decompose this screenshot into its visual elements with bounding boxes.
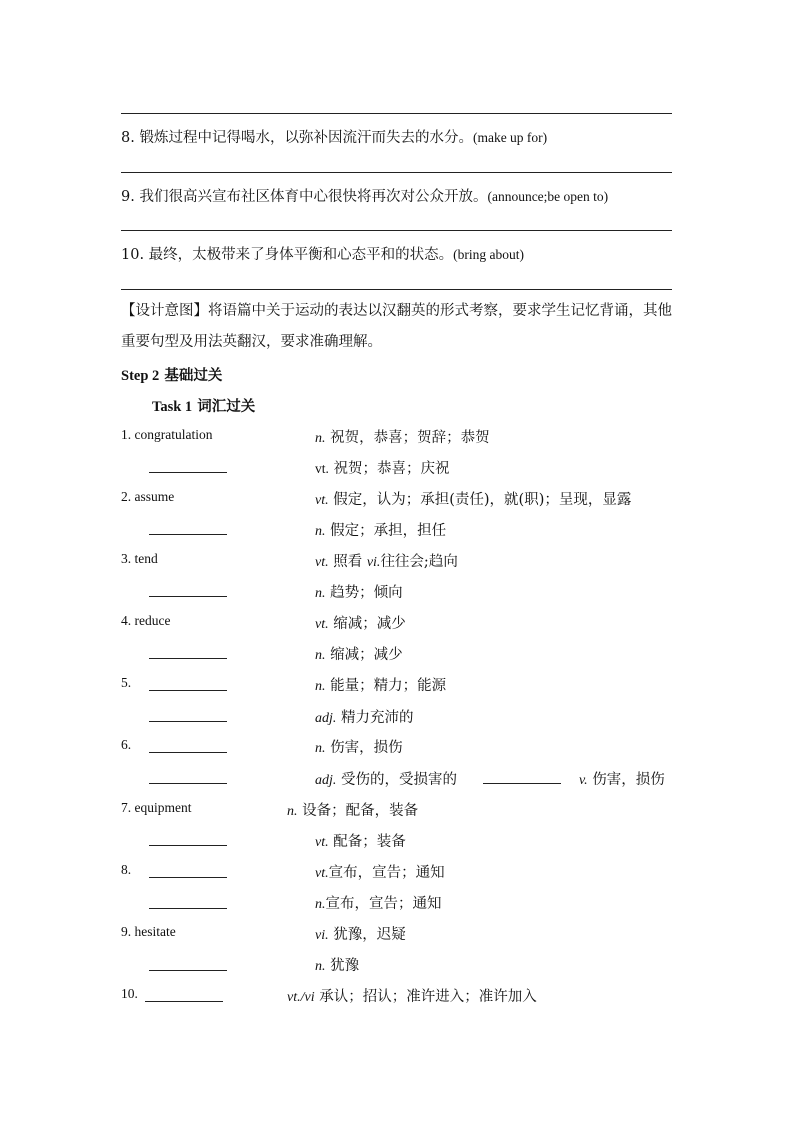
step-label: Step 2: [121, 368, 160, 384]
answer-blank[interactable]: [149, 582, 227, 601]
vocab-word: 2. assume: [121, 489, 175, 504]
translation-item-10: [121, 243, 524, 264]
answer-blank[interactable]: [149, 458, 227, 477]
vocab-definition: n. 假定；承担，担任: [315, 523, 447, 539]
vocab-definition: vt./vi 承认；招认；准许进入；准许加入: [287, 989, 537, 1005]
vocab-definition: n.宣布，宣告；通知: [315, 896, 442, 912]
vocab-word: 9. hesitate: [121, 924, 176, 939]
vocab-number: 6.: [121, 737, 132, 752]
vocab-definition: adj. 受伤的，受损害的: [315, 772, 457, 788]
hint-phrase: (bring about): [453, 247, 525, 262]
vocab-definition: n. 趋势；倾向: [315, 585, 403, 601]
answer-blank[interactable]: [149, 831, 227, 850]
answer-blank[interactable]: [149, 520, 227, 539]
design-intent-paragraph: 【设计意图】将语篇中关于运动的表达以汉翻英的形式考察，要求学生记忆背诵，其他重要句型及用法英翻汉，要求准确理解。: [121, 303, 672, 350]
vocab-word: 1. congratulation: [121, 427, 213, 442]
answer-blank[interactable]: [149, 738, 227, 757]
vocab-word: 4. reduce: [121, 613, 171, 628]
vocab-definition: n. 犹豫: [315, 958, 360, 974]
vocab-word: 3. tend: [121, 551, 158, 566]
answer-blank[interactable]: [149, 644, 227, 663]
translation-item-8: [121, 126, 547, 147]
chinese-sentence: 最终，太极带来了身体平衡和心态平和的状态。: [148, 247, 454, 263]
chinese-sentence: 我们很高兴宣布社区体育中心很快将再次对公众开放。: [139, 189, 488, 205]
vocab-definition: vt. 假定，认为；承担(责任)，就(职)；呈现，显露: [315, 492, 632, 508]
answer-blank[interactable]: [149, 863, 227, 882]
vocab-definition: adj. 精力充沛的: [315, 710, 414, 726]
item-number: 8.: [121, 130, 135, 146]
step-title: 基础过关: [164, 367, 223, 384]
vocab-definition: vt. 祝贺；恭喜；庆祝: [315, 461, 450, 477]
vocab-word: 7. equipment: [121, 800, 192, 815]
item-number: 10.: [121, 247, 145, 263]
vocab-definition: n. 祝贺，恭喜；贺辞；恭贺: [315, 430, 490, 446]
answer-line-10[interactable]: [121, 289, 672, 290]
vocab-definition: vt.宣布，宣告；通知: [315, 865, 445, 881]
vocab-definition: v. 伤害，损伤: [579, 772, 665, 788]
task-title: 词汇过关: [197, 398, 256, 415]
answer-blank[interactable]: [149, 676, 227, 695]
hint-phrase: (announce;be open to): [487, 189, 609, 204]
vocab-definition: vt. 照看 vi.往往会;趋向: [315, 554, 458, 570]
vocab-definition: n. 设备；配备，装备: [287, 803, 419, 819]
answer-blank[interactable]: [149, 707, 227, 726]
vocab-definition: vt. 缩减；减少: [315, 616, 406, 632]
answer-blank[interactable]: [149, 894, 227, 913]
answer-line-8[interactable]: [121, 172, 672, 173]
task-label: Task 1: [152, 399, 193, 415]
item-number: 9.: [121, 189, 135, 205]
vocab-definition: n. 缩减；减少: [315, 647, 403, 663]
vocab-number: 10.: [121, 986, 138, 1001]
step-heading: [121, 364, 222, 385]
answer-blank[interactable]: [149, 956, 227, 975]
translation-item-9: [121, 185, 608, 206]
answer-line-9[interactable]: [121, 230, 672, 231]
answer-line-7[interactable]: [121, 113, 672, 114]
vocab-definition: n. 能量；精力；能源: [315, 678, 447, 694]
vocab-number: 5.: [121, 675, 132, 690]
vocab-number: 8.: [121, 862, 132, 877]
answer-blank[interactable]: [149, 769, 227, 788]
hint-phrase: (make up for): [472, 130, 548, 145]
chinese-sentence: 锻炼过程中记得喝水，以弥补因流汗而失去的水分。: [139, 130, 473, 146]
vocab-definition: n. 伤害，损伤: [315, 740, 403, 756]
task-heading: [152, 395, 255, 416]
answer-blank[interactable]: [483, 769, 561, 788]
vocab-definition: vt. 配备；装备: [315, 834, 406, 850]
vocab-definition: vi. 犹豫，迟疑: [315, 927, 406, 943]
answer-blank[interactable]: [145, 987, 223, 1006]
